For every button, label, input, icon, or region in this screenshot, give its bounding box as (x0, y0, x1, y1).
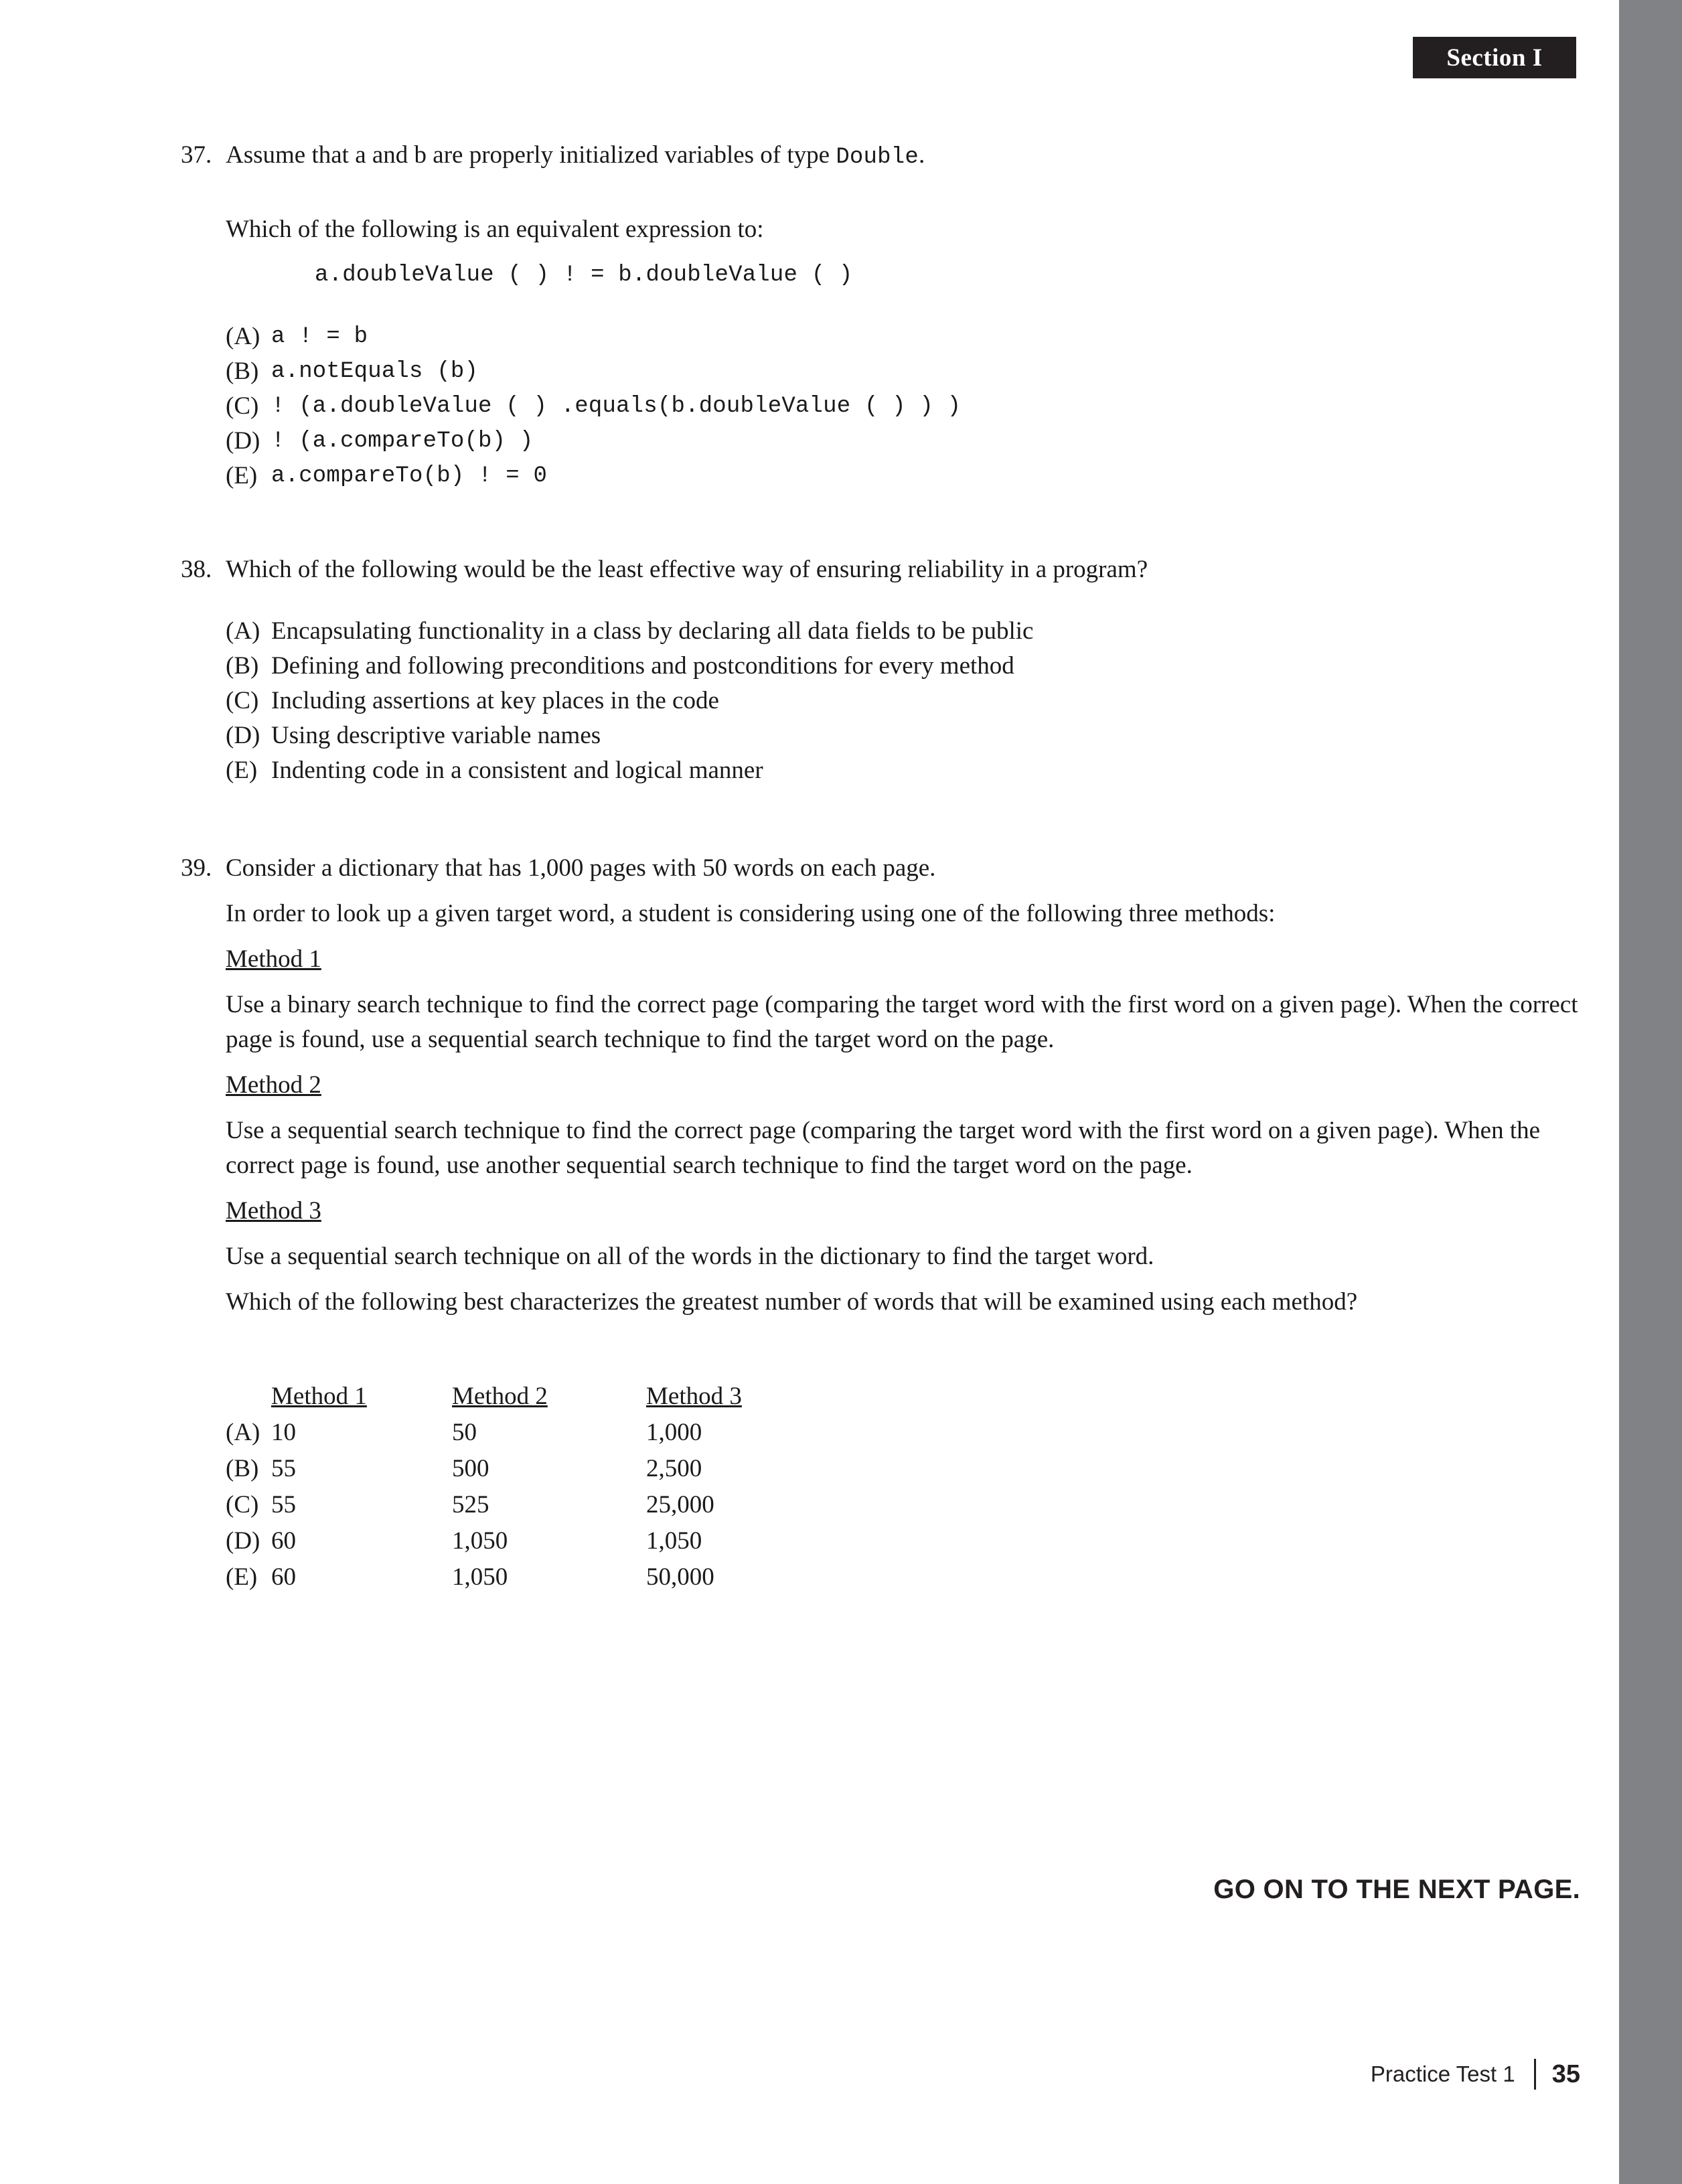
question-39-number: 39. (181, 854, 212, 882)
choice-label: (D) (226, 427, 260, 455)
method-2-heading: Method 2 (226, 1071, 321, 1099)
choice-label: (B) (226, 652, 259, 680)
column-header-method-1 (271, 1379, 452, 1415)
question-37-choice-d[interactable] (226, 424, 1580, 459)
row-label: (D) (226, 1527, 260, 1555)
question-38 (181, 552, 1580, 788)
table-corner-cell (226, 1379, 271, 1415)
table-row[interactable] (226, 1559, 840, 1595)
question-38-stem-row (181, 552, 1580, 587)
method-2-body: Use a sequential search technique to find the correct page (comparing the target word with the first word on a given page). When the correct page is found, use another sequential search technique to find the target word on the page. (226, 1117, 1541, 1179)
choice-label: (E) (226, 462, 258, 489)
table-row[interactable] (226, 1451, 840, 1487)
cell-method-2: 525 (452, 1491, 489, 1518)
question-37-choice-c[interactable] (226, 389, 1580, 424)
cell-method-2: 1,050 (452, 1527, 508, 1555)
choice-label: (C) (226, 687, 259, 714)
section-badge: Section I (1413, 37, 1576, 78)
footer-page-number: 35 (1551, 2059, 1580, 2088)
column-header-label: Method 1 (271, 1383, 367, 1410)
question-38-choice-c[interactable] (226, 684, 1580, 718)
method-1-heading: Method 1 (226, 945, 321, 973)
row-label: (A) (226, 1419, 260, 1446)
row-label: (E) (226, 1563, 258, 1591)
choice-label: (C) (226, 392, 259, 420)
question-37-prompt: Which of the following is an equivalent expression to: (226, 216, 764, 243)
method-3-body: Use a sequential search technique on all of the words in the dictionary to find the target word. (226, 1243, 1154, 1270)
question-38-choice-e[interactable] (226, 753, 1580, 788)
question-37-choices (226, 319, 1580, 493)
cell-method-1: 60 (271, 1527, 296, 1555)
question-37-stem (226, 138, 1580, 175)
cell-method-3: 50,000 (646, 1563, 714, 1591)
choice-text: a.notEquals (b) (271, 359, 479, 384)
choice-label: (B) (226, 358, 259, 385)
table-row[interactable] (226, 1415, 840, 1451)
cell-method-1: 60 (271, 1563, 296, 1591)
choice-label: (E) (226, 757, 258, 784)
choice-text: Including assertions at key places in the code (271, 687, 719, 714)
choice-text: Encapsulating functionality in a class by declaring all data fields to be public (271, 617, 1034, 645)
cell-method-2: 50 (452, 1419, 477, 1446)
method-1-heading-wrap (181, 942, 1580, 977)
page-footer (0, 2059, 1580, 2090)
go-on-to-next-page-notice: GO ON TO THE NEXT PAGE. (1213, 1875, 1580, 1904)
cell-method-1: 10 (271, 1419, 296, 1446)
cell-method-3: 1,050 (646, 1527, 702, 1555)
right-edge-gray-band (1619, 0, 1682, 2184)
question-38-number: 38. (181, 556, 212, 583)
method-2-heading-wrap (181, 1068, 1580, 1103)
choice-text: Defining and following preconditions and postconditions for every method (271, 652, 1014, 680)
question-38-choice-d[interactable] (226, 718, 1580, 753)
choice-text: ! (a.compareTo(b) ) (271, 428, 534, 454)
question-38-choice-b[interactable] (226, 649, 1580, 684)
question-37-choice-e[interactable] (226, 459, 1580, 493)
cell-method-3: 25,000 (646, 1491, 714, 1518)
question-39-answer-table (226, 1379, 840, 1595)
footer-test-label: Practice Test 1 (1370, 2061, 1515, 2086)
question-37-code-line: a.doubleValue ( ) ! = b.doubleValue ( ) (315, 262, 853, 288)
method-3-heading: Method 3 (226, 1197, 321, 1225)
row-label: (B) (226, 1455, 259, 1482)
cell-method-1: 55 (271, 1491, 296, 1518)
question-37-stem-suffix: . (918, 141, 925, 169)
choice-text: a.compareTo(b) ! = 0 (271, 463, 548, 489)
question-37-number: 37. (181, 141, 212, 169)
choice-label: (A) (226, 617, 260, 645)
column-header-label: Method 2 (452, 1383, 548, 1410)
column-header-method-3 (646, 1379, 840, 1415)
question-content-area (181, 138, 1580, 1595)
question-39 (181, 851, 1580, 1595)
question-39-intro: In order to look up a given target word, a student is considering using one of the following three methods: (226, 900, 1276, 927)
choice-text: Indenting code in a consistent and logical manner (271, 757, 763, 784)
cell-method-3: 1,000 (646, 1419, 702, 1446)
question-37-stem-row (181, 138, 1580, 175)
choice-label: (A) (226, 323, 260, 350)
question-37 (181, 138, 1580, 493)
table-header-row (226, 1379, 840, 1415)
cell-method-1: 55 (271, 1455, 296, 1482)
question-38-stem: Which of the following would be the least effective way of ensuring reliability in a program? (226, 556, 1148, 583)
question-39-final-prompt: Which of the following best characterizes the greatest number of words that will be examined using each method? (226, 1288, 1358, 1316)
column-header-label: Method 3 (646, 1383, 742, 1410)
method-3-heading-wrap (181, 1194, 1580, 1229)
question-38-choice-a[interactable] (226, 614, 1580, 649)
cell-method-2: 1,050 (452, 1563, 508, 1591)
row-label: (C) (226, 1491, 259, 1518)
question-37-stem-prefix: Assume that a and b are properly initialized variables of type (226, 141, 836, 169)
column-header-method-2 (452, 1379, 646, 1415)
question-37-stem-code: Double (836, 145, 919, 170)
question-39-stem: Consider a dictionary that has 1,000 pages with 50 words on each page. (226, 854, 936, 882)
table-row[interactable] (226, 1487, 840, 1523)
question-39-stem-row (181, 851, 1580, 886)
question-37-choice-a[interactable] (226, 319, 1580, 354)
choice-text: a ! = b (271, 324, 368, 349)
cell-method-2: 500 (452, 1455, 489, 1482)
question-38-choices (226, 614, 1580, 788)
choice-label: (D) (226, 722, 260, 749)
choice-text: Using descriptive variable names (271, 722, 601, 749)
table-row[interactable] (226, 1523, 840, 1559)
cell-method-3: 2,500 (646, 1455, 702, 1482)
question-37-choice-b[interactable] (226, 354, 1580, 389)
method-1-body: Use a binary search technique to find the correct page (comparing the target word with the first word on a given page). When the correct page is found, use a sequential search technique to find the target word on the page. (226, 991, 1578, 1053)
choice-text: ! (a.doubleValue ( ) .equals(b.doubleValue ( ) ) ) (271, 394, 962, 419)
footer-divider (1534, 2059, 1536, 2090)
